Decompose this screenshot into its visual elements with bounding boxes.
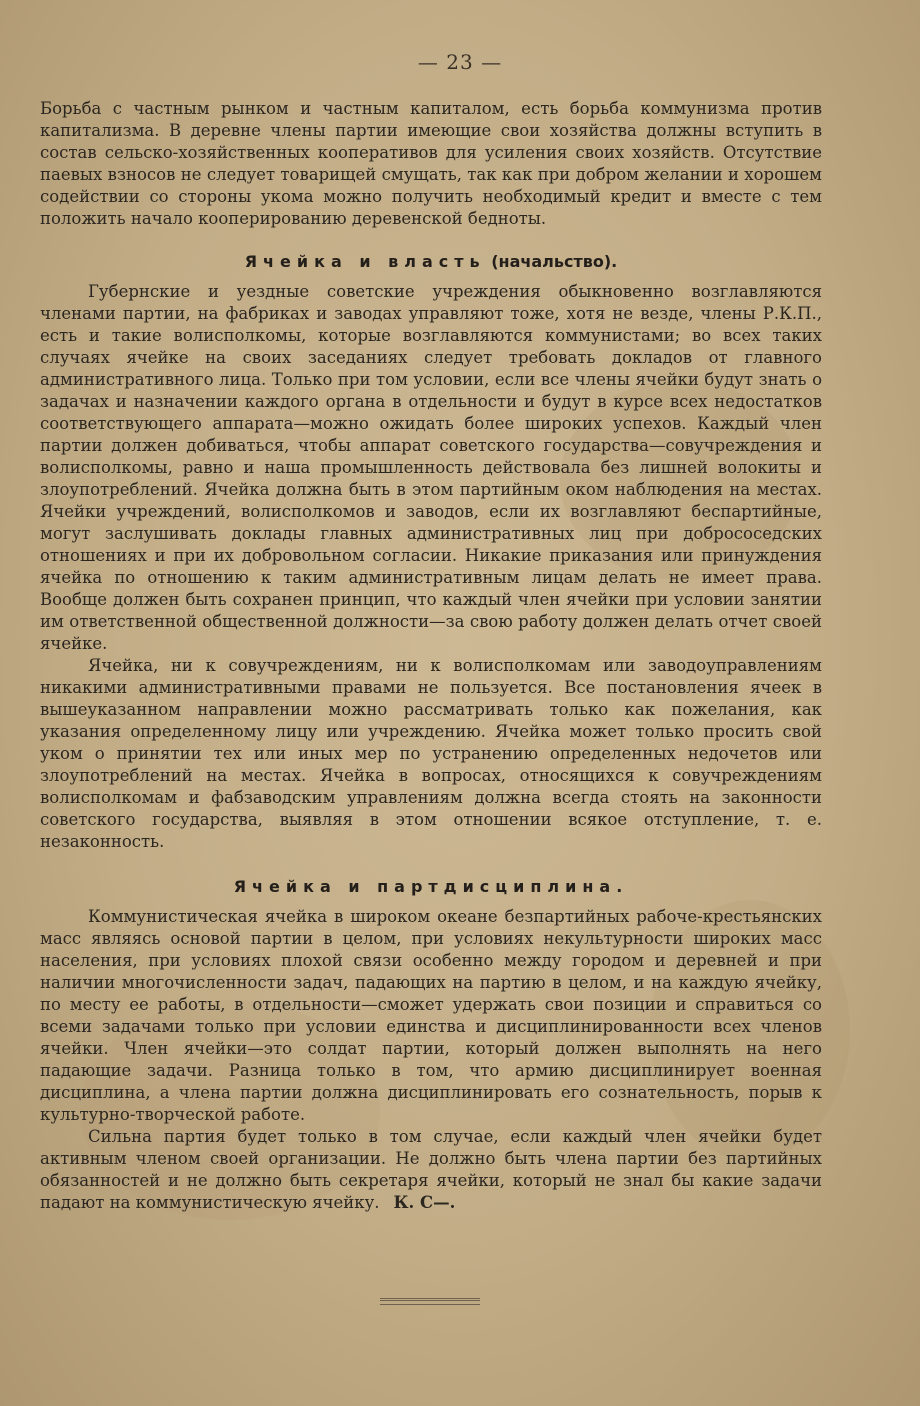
- section-heading-cell-and-discipline: [40, 877, 822, 896]
- section2-paragraph-2: [40, 1126, 822, 1214]
- page-number: — 23 —: [417, 50, 503, 74]
- section1-paragraph-2: Ячейка, ни к совучреждениям, ни к волисполкомам или заводоуправлениям никакими административными правами не пользуется. Все постановления ячеек в вышеуказанном направлении можно рассматривать только как пожелания, как указания определенному лицу или учреждению. Ячейка может только просить свой уком о принятии тех или иных мер по устранению определенных недочетов или злоупотреблений на местах. Ячейка в вопросах, относящихся к совучреждениям волисполкомам и фабзаводским управлениям должна всегда стоять на законности советского государства, выявляя в этом отношении всякое отступление, т. е. незаконность.: [40, 656, 822, 851]
- section-heading-cell-and-power: [40, 252, 822, 271]
- section-heading-text: Ячейка и власть: [244, 252, 486, 271]
- section-heading-paren: (начальство).: [491, 252, 618, 271]
- intro-paragraph: Борьба с частным рынком и частным капиталом, есть борьба коммунизма против капитализма. В деревне члены партии имеющие свои хозяйства должны вступить в состав сельско-хозяйственных кооперативов для усиления своих хозяйств. Отсутствие паевых взносов не следует товарищей смущать, так как при добром желании и хорошем содействии со стороны укома можно получить необходимый кредит и вместе с тем положить начало кооперированию деревенской бедноты.: [40, 99, 822, 228]
- section1-paragraph-1: Губернские и уездные советские учреждения обыкновенно возглавляются членами партии, на фабриках и заводах управляют тоже, хотя не везде, члены Р.К.П., есть и такие волисполкомы, которые возглавляются коммунистами; во всех таких случаях ячейке на своих заседаниях следует требовать докладов от главного административного лица. Только при том условии, если все члены ячейки будут знать о задачах и назначении каждого органа в отдельности и будут в курсе всех недостатков соответствующего аппарата—можно ожидать более широких успехов. Каждый член партии должен добиваться, чтобы аппарат советского государства—совучреждения и волисполкомы, равно и наша промышленность действовала без лишней волокиты и злоупотреблений. Ячейка должна быть в этом партийным оком наблюдения на местах. Ячейки учреждений, волисполкомов и заводов, если их возглавляют беспартийные, могут заслушивать доклады главных административных лиц при добрососедских отношениях и при их добровольном согласии. Никакие приказания или принуждения ячейка по отношению к таким административным лицам делать не имеет права. Вообще должен быть сохранен принцип, что каждый член ячейки при условии занятии им ответственной общественной должности—за свою работу должен делать отчет своей ячейке.: [40, 282, 822, 653]
- page-content: [40, 98, 822, 1214]
- author-signature: К. С—.: [393, 1193, 456, 1212]
- section2-paragraph-1: Коммунистическая ячейка в широком океане безпартийных рабоче-крестьянских масс являясь основой партии в целом, при условиях некультурности широких масс населения, при условиях плохой связи особенно между городом и деревней и при наличии многочисленности задач, падающих на партию в целом, и на каждую ячейку, по месту ее работы, в отдельности—сможет удержать свои позиции и справиться со всеми задачами только при условии единства и дисциплинированности всех членов ячейки. Член ячейки—это солдат партии, который должен выполнять на него падающие задачи. Разница только в том, что армию дисциплинирует военная дисциплина, а члена партии должна дисциплинировать его сознательность, порыв к культурно-творческой работе.: [40, 907, 822, 1124]
- section2-paragraph-2-text: Сильна партия будет только в том случае, если каждый член ячейки будет активным членом своей организации. Не должно быть члена партии без партийных обязанностей и не должно быть секретаря ячейки, который не знал бы какие задачи падают на коммунистическую ячейку.: [40, 1127, 822, 1212]
- section-heading-text: Ячейка и партдисциплина.: [233, 877, 629, 896]
- closing-rule: [380, 1298, 480, 1305]
